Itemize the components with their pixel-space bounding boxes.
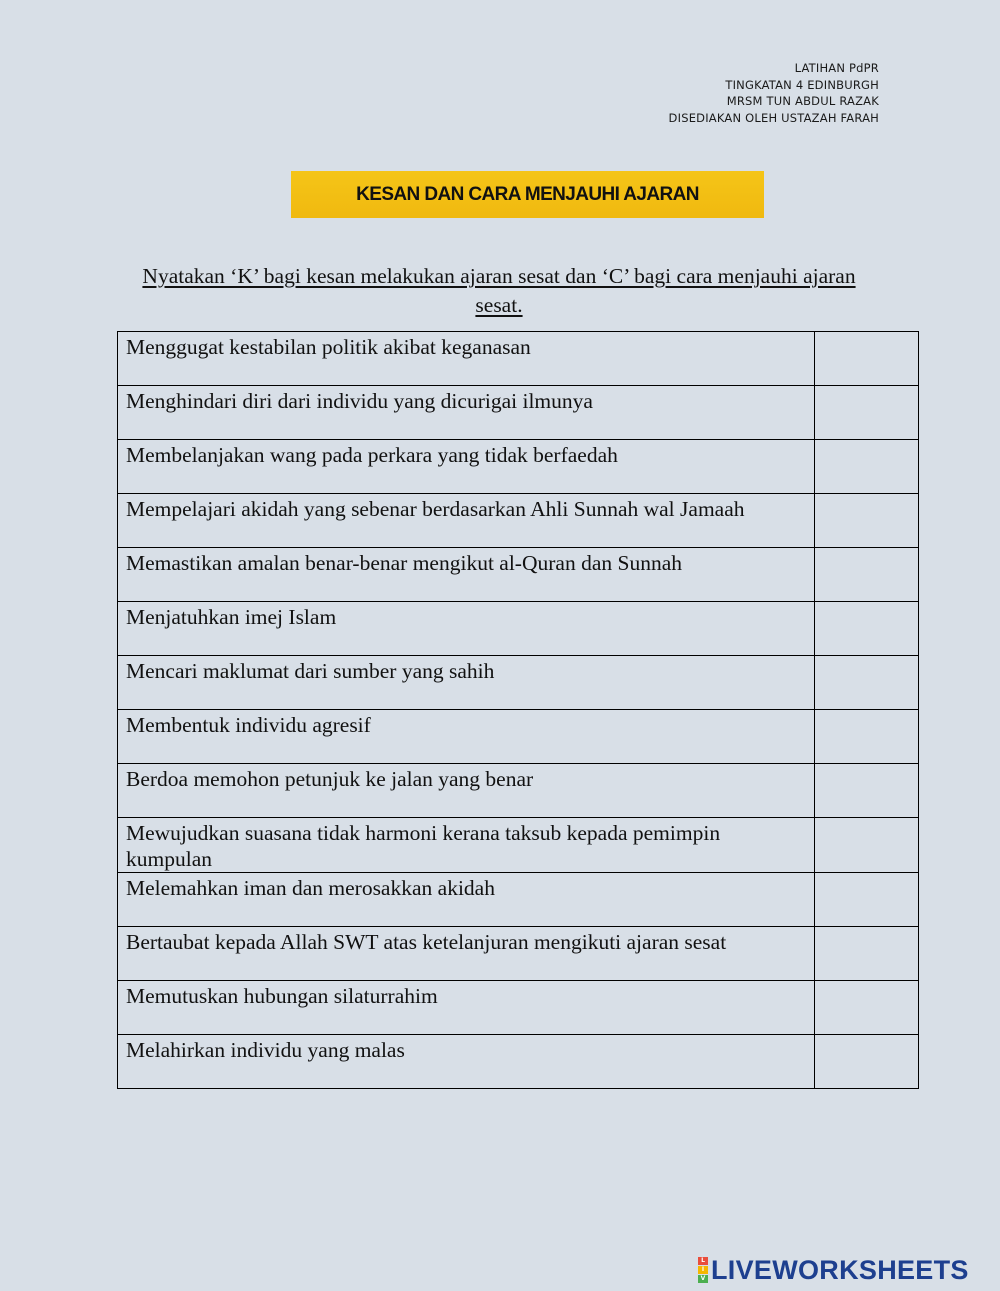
answer-cell (815, 332, 919, 386)
header-line-2: TINGKATAN 4 EDINBURGH (725, 77, 879, 92)
table-row (118, 602, 919, 656)
table-row (118, 764, 919, 818)
answer-input[interactable] (815, 656, 922, 709)
logo-mark-letter: I (698, 1266, 708, 1274)
statement-cell: Membentuk individu agresif (118, 710, 815, 764)
table-row (118, 710, 919, 764)
answer-cell (815, 818, 919, 873)
logo-mark-letter: V (698, 1275, 708, 1283)
answer-input[interactable] (815, 386, 922, 439)
answer-cell (815, 440, 919, 494)
worksheet-header (669, 60, 879, 126)
answer-table (117, 331, 919, 1089)
table-row (118, 1035, 919, 1089)
answer-cell (815, 386, 919, 440)
answer-cell (815, 1035, 919, 1089)
table-row (118, 873, 919, 927)
statement-cell: Berdoa memohon petunjuk ke jalan yang benar (118, 764, 815, 818)
answer-input[interactable] (815, 873, 922, 926)
statement-cell: Mewujudkan suasana tidak harmoni kerana taksub kepada pemimpin kumpulan (118, 818, 815, 873)
header-line-1: LATIHAN PdPR (794, 61, 879, 75)
answer-input[interactable] (815, 981, 922, 1034)
answer-cell (815, 494, 919, 548)
worksheet-title: KESAN DAN CARA MENJAUHI AJARAN (291, 171, 764, 218)
statement-cell: Mencari maklumat dari sumber yang sahih (118, 656, 815, 710)
answer-input[interactable] (815, 764, 922, 817)
table-row (118, 656, 919, 710)
table-row (118, 981, 919, 1035)
table-row (118, 927, 919, 981)
answer-input[interactable] (815, 494, 922, 547)
answer-input[interactable] (815, 440, 922, 493)
table-row (118, 494, 919, 548)
answer-input[interactable] (815, 1035, 922, 1088)
answer-input[interactable] (815, 710, 922, 763)
live-logo-mark-icon (698, 1257, 708, 1283)
statement-cell: Memutuskan hubungan silaturrahim (118, 981, 815, 1035)
answer-cell (815, 764, 919, 818)
answer-cell (815, 710, 919, 764)
statement-cell: Memastikan amalan benar-benar mengikut al-Quran dan Sunnah (118, 548, 815, 602)
answer-cell (815, 548, 919, 602)
answer-input[interactable] (815, 548, 922, 601)
table-row (118, 332, 919, 386)
answer-input[interactable] (815, 602, 922, 655)
answer-input[interactable] (815, 927, 922, 980)
answer-input[interactable] (815, 818, 922, 871)
statement-cell: Mempelajari akidah yang sebenar berdasarkan Ahli Sunnah wal Jamaah (118, 494, 815, 548)
statement-cell: Menghindari diri dari individu yang dicurigai ilmunya (118, 386, 815, 440)
answer-cell (815, 927, 919, 981)
table-row (118, 548, 919, 602)
liveworksheets-logo (698, 1256, 969, 1284)
answer-cell (815, 656, 919, 710)
header-line-4: DISEDIAKAN OLEH USTAZAH FARAH (668, 110, 879, 125)
instruction-text: Nyatakan ‘K’ bagi kesan melakukan ajaran sesat dan ‘C’ bagi cara menjauhi ajaran sesat. (142, 264, 856, 317)
logo-mark-letter: L (698, 1257, 708, 1265)
logo-text: LIVEWORKSHEETS (711, 1254, 969, 1285)
statement-cell: Menjatuhkan imej Islam (118, 602, 815, 656)
answer-cell (815, 602, 919, 656)
answer-cell (815, 981, 919, 1035)
table-row (118, 386, 919, 440)
answer-input[interactable] (815, 332, 922, 385)
statement-cell: Melemahkan iman dan merosakkan akidah (118, 873, 815, 927)
header-line-3: MRSM TUN ABDUL RAZAK (726, 94, 879, 108)
statement-cell: Bertaubat kepada Allah SWT atas ketelanjuran mengikuti ajaran sesat (118, 927, 815, 981)
statement-cell: Membelanjakan wang pada perkara yang tidak berfaedah (118, 440, 815, 494)
table-row (118, 440, 919, 494)
table-row (118, 818, 919, 873)
statement-cell: Menggugat kestabilan politik akibat keganasan (118, 332, 815, 386)
statement-cell: Melahirkan individu yang malas (118, 1035, 815, 1089)
answer-cell (815, 873, 919, 927)
